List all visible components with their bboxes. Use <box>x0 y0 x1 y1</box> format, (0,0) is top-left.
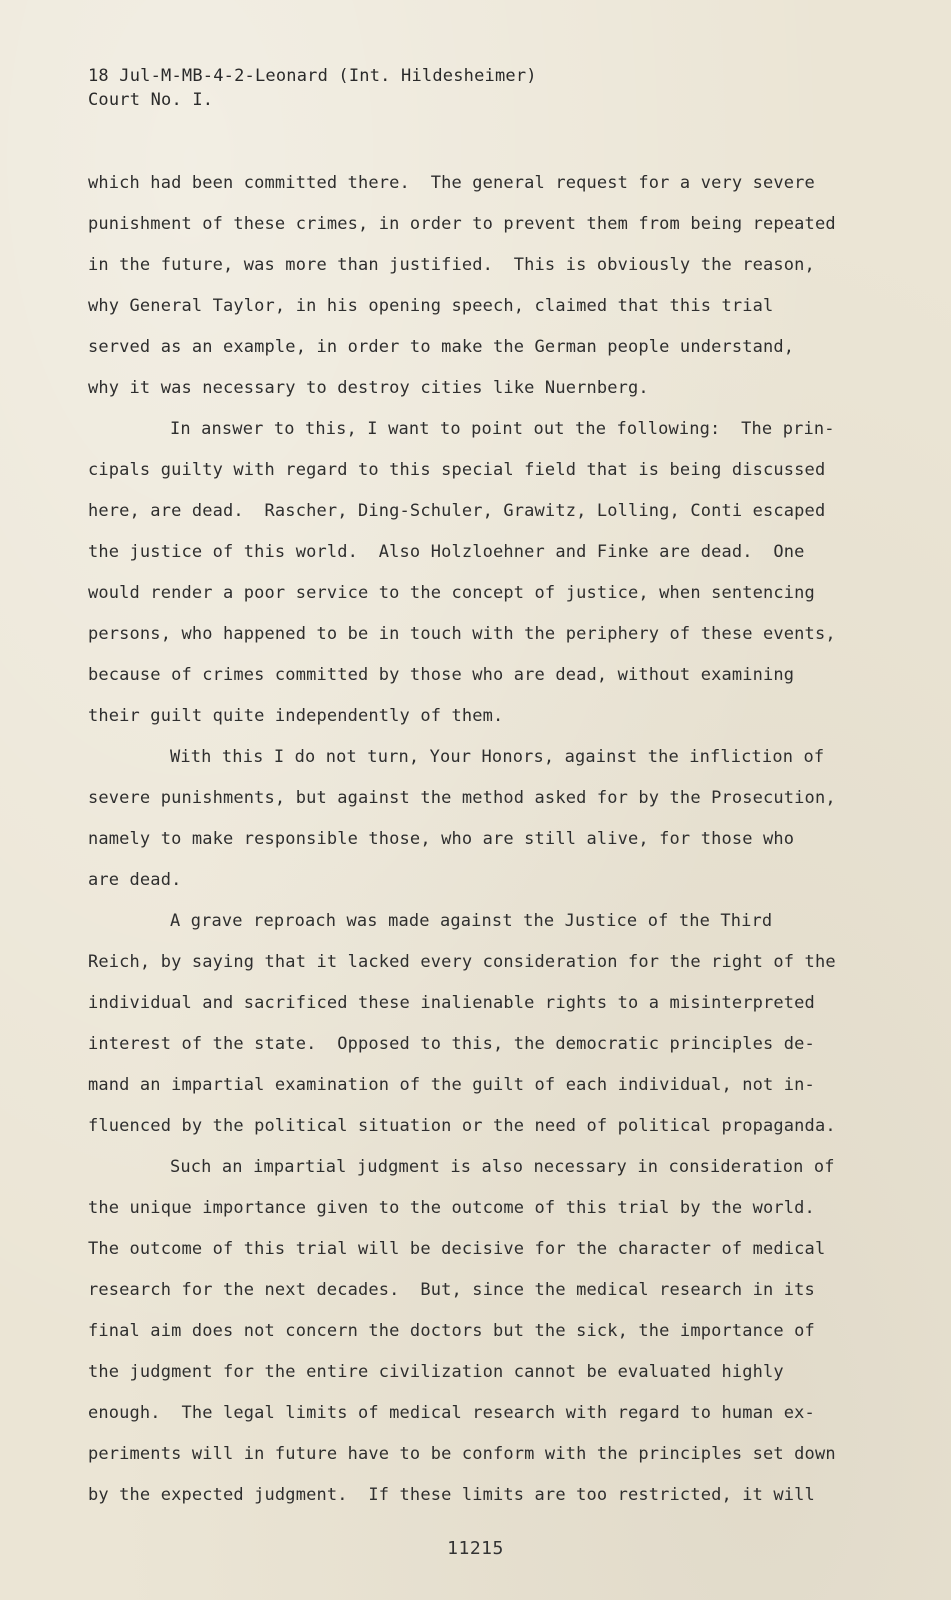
text-line: persons, who happened to be in touch with the periphery of these events, <box>88 624 836 644</box>
text-line: The outcome of this trial will be decisive for the character of medical <box>88 1239 826 1259</box>
text-line: periments will in future have to be conform with the principles set down <box>88 1444 836 1464</box>
text-line: interest of the state. Opposed to this, the democratic principles de- <box>88 1034 815 1054</box>
text-line: mand an impartial examination of the guilt of each individual, not in- <box>88 1075 815 1095</box>
text-line: the justice of this world. Also Holzloehner and Finke are dead. One <box>88 542 805 562</box>
document-body <box>88 163 878 1516</box>
text-line: Such an impartial judgment is also necessary in consideration of <box>170 1157 835 1177</box>
text-line: In answer to this, I want to point out the following: The prin- <box>170 419 835 439</box>
text-line: namely to make responsible those, who are still alive, for those who <box>88 829 795 849</box>
text-line: because of crimes committed by those who are dead, without examining <box>88 665 795 685</box>
header-court-line: Court No. I. <box>88 90 214 110</box>
text-line: which had been committed there. The general request for a very severe <box>88 173 815 193</box>
text-line: fluenced by the political situation or the need of political propaganda. <box>88 1116 836 1136</box>
text-line: research for the next decades. But, since the medical research in its <box>88 1280 815 1300</box>
text-line: individual and sacrificed these inalienable rights to a misinterpreted <box>88 993 815 1013</box>
text-line: enough. The legal limits of medical research with regard to human ex- <box>88 1403 815 1423</box>
text-line: the unique importance given to the outcome of this trial by the world. <box>88 1198 815 1218</box>
text-line: A grave reproach was made against the Justice of the Third <box>170 911 773 931</box>
text-line: Reich, by saying that it lacked every consideration for the right of the <box>88 952 836 972</box>
text-line: by the expected judgment. If these limits are too restricted, it will <box>88 1485 815 1505</box>
text-line: With this I do not turn, Your Honors, against the infliction of <box>170 747 825 767</box>
text-line: severe punishments, but against the method asked for by the Prosecution, <box>88 788 836 808</box>
text-line: would render a poor service to the concept of justice, when sentencing <box>88 583 815 603</box>
text-line: why it was necessary to destroy cities like Nuernberg. <box>88 378 649 398</box>
text-line: punishment of these crimes, in order to prevent them from being repeated <box>88 214 836 234</box>
text-line: final aim does not concern the doctors but the sick, the importance of <box>88 1321 815 1341</box>
text-line: the judgment for the entire civilization cannot be evaluated highly <box>88 1362 784 1382</box>
text-line: their guilt quite independently of them. <box>88 706 504 726</box>
page-number: 11215 <box>447 1538 504 1559</box>
text-line: why General Taylor, in his opening speech, claimed that this trial <box>88 296 774 316</box>
header-reference-line: 18 Jul-M-MB-4-2-Leonard (Int. Hildesheimer) <box>88 66 537 86</box>
text-line: cipals guilty with regard to this special field that is being discussed <box>88 460 826 480</box>
text-line: served as an example, in order to make the German people understand, <box>88 337 795 357</box>
text-line: here, are dead. Rascher, Ding-Schuler, Grawitz, Lolling, Conti escaped <box>88 501 826 521</box>
document-header <box>88 64 537 112</box>
text-line: are dead. <box>88 870 182 890</box>
text-line: in the future, was more than justified. This is obviously the reason, <box>88 255 815 275</box>
